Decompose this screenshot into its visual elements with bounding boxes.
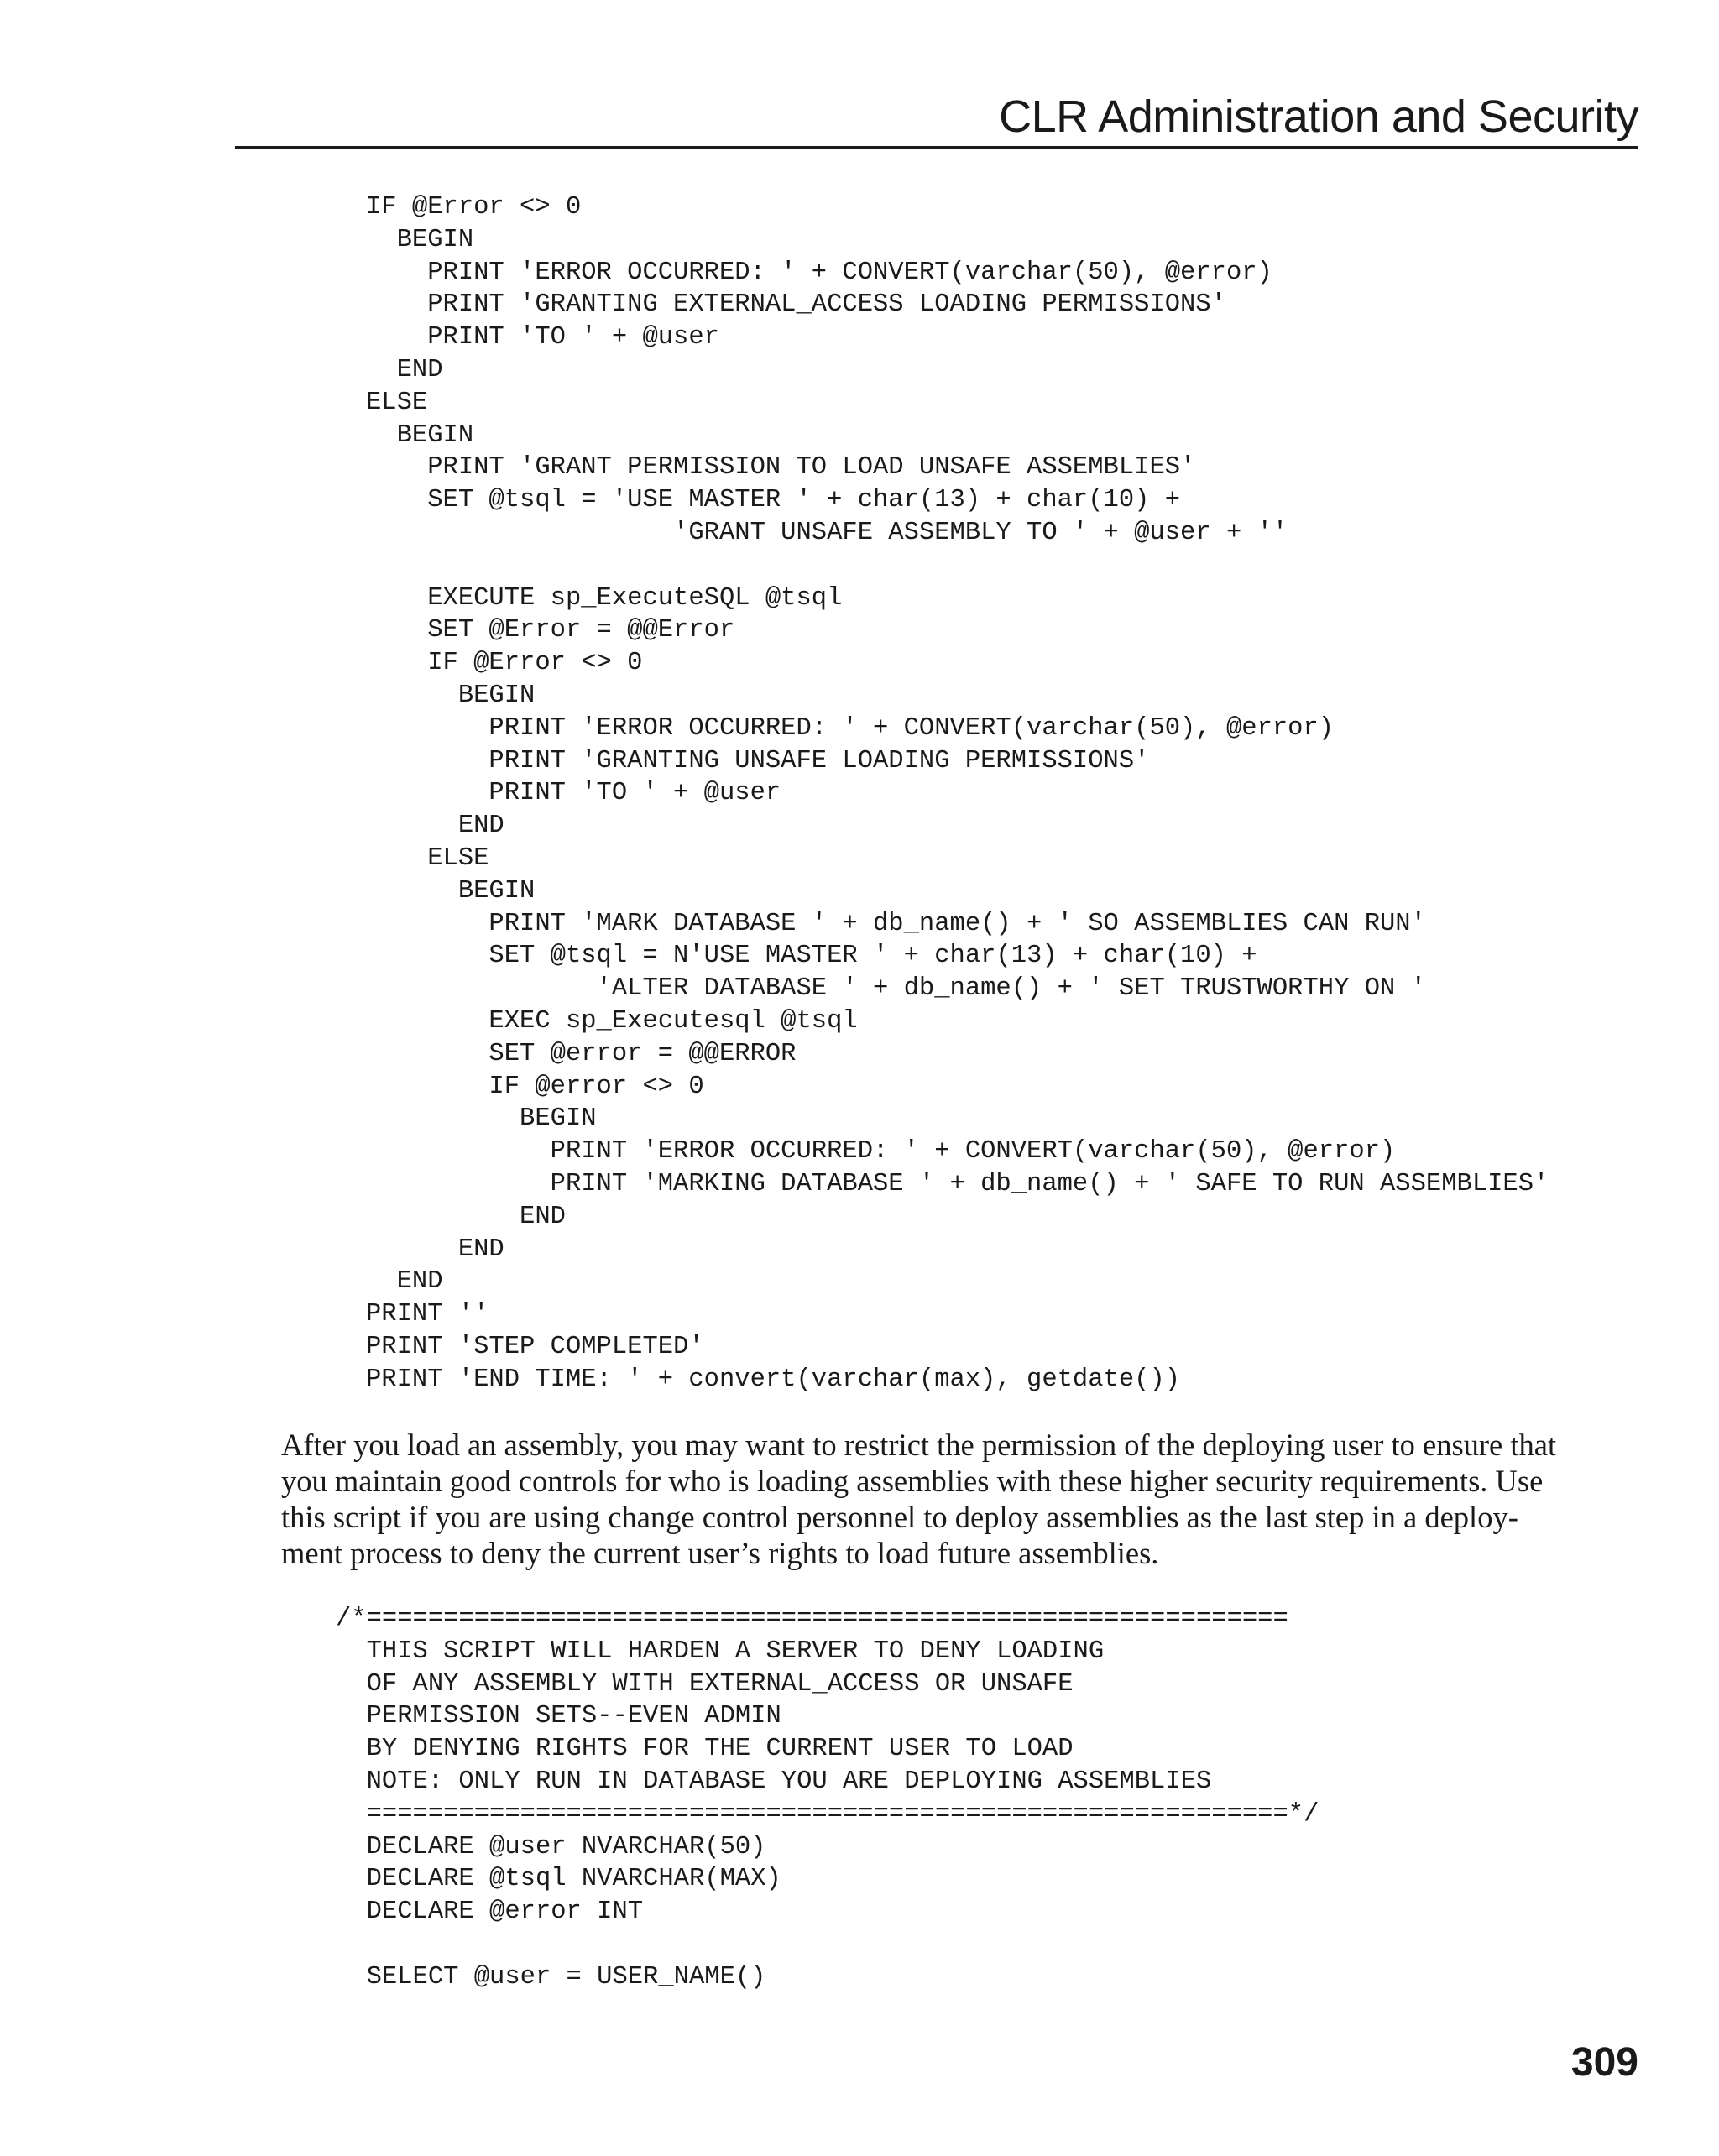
code-line: BEGIN	[366, 876, 536, 906]
code-line: DECLARE @tsql NVARCHAR(MAX)	[336, 1865, 781, 1894]
code-line: PRINT 'MARKING DATABASE ' + db_name() + ' SAFE TO RUN ASSEMBLIES'	[366, 1169, 1549, 1198]
code-line: PRINT 'TO ' + @user	[366, 779, 781, 808]
code-line: PRINT 'MARK DATABASE ' + db_name() + ' SO ASSEMBLIES CAN RUN'	[366, 909, 1426, 938]
code-line: SELECT @user = USER_NAME()	[336, 1962, 766, 1992]
paragraph-line: you maintain good controls for who is loading assemblies with these higher security requirements. Use	[281, 1464, 1544, 1498]
code-line: SET @tsql = N'USE MASTER ' + char(13) + char(10) +	[366, 942, 1257, 971]
paragraph-line: this script if you are using change control personnel to deploy assemblies as the last step in a deploy-	[281, 1500, 1518, 1534]
page-number: 309	[1570, 2040, 1638, 2085]
code-line: OF ANY ASSEMBLY WITH EXTERNAL_ACCESS OR UNSAFE	[336, 1669, 1074, 1699]
code-line: PRINT 'GRANT PERMISSION TO LOAD UNSAFE ASSEMBLIES'	[366, 453, 1196, 483]
code-listing-harden-server	[336, 1603, 1319, 1994]
code-line: PRINT 'GRANTING EXTERNAL_ACCESS LOADING PERMISSIONS'	[366, 290, 1226, 320]
code-line: IF @error <> 0	[366, 1072, 704, 1101]
code-line: BEGIN	[366, 420, 474, 450]
code-line: EXECUTE sp_ExecuteSQL @tsql	[366, 583, 843, 613]
code-line: BEGIN	[366, 1104, 597, 1134]
code-line: /*============================================================	[336, 1605, 1288, 1633]
code-line: ============================================================*/	[336, 1799, 1319, 1829]
paragraph-line: ment process to deny the current user’s rights to load future assemblies.	[281, 1536, 1159, 1570]
code-line: PRINT 'ERROR OCCURRED: ' + CONVERT(varchar(50), @error)	[366, 258, 1272, 287]
code-listing-permissions	[366, 191, 1549, 1396]
code-line: IF @Error <> 0	[366, 649, 643, 678]
code-line: BEGIN	[366, 681, 536, 710]
code-line: PERMISSION SETS--EVEN ADMIN	[336, 1702, 781, 1731]
code-line: DECLARE @user NVARCHAR(50)	[336, 1832, 766, 1861]
paragraph-line: After you load an assembly, you may want to restrict the permission of the deploying user to ensure that	[281, 1428, 1557, 1462]
code-line: EXEC sp_Executesql @tsql	[366, 1006, 858, 1036]
code-line: END	[366, 1202, 566, 1231]
code-line: 'ALTER DATABASE ' + db_name() + ' SET TRUSTWORTHY ON '	[366, 974, 1426, 1004]
code-line: DECLARE @error INT	[336, 1898, 644, 1927]
code-line: SET @tsql = 'USE MASTER ' + char(13) + char(10) +	[366, 486, 1181, 515]
code-line: SET @Error = @@Error	[366, 616, 735, 645]
code-line: END	[366, 355, 443, 384]
page-header	[235, 87, 1638, 149]
code-line: PRINT 'ERROR OCCURRED: ' + CONVERT(varchar(50), @error)	[366, 713, 1335, 743]
code-line: PRINT 'STEP COMPLETED'	[366, 1332, 704, 1361]
code-line: PRINT 'TO ' + @user	[366, 323, 719, 352]
code-line: BEGIN	[366, 225, 474, 254]
code-line: ELSE	[366, 843, 489, 873]
code-line: ELSE	[366, 388, 428, 417]
code-line: END	[366, 1235, 504, 1264]
code-line: SET @error = @@ERROR	[366, 1039, 797, 1068]
code-line: BY DENYING RIGHTS FOR THE CURRENT USER TO LOAD	[336, 1735, 1074, 1764]
code-line: PRINT 'END TIME: ' + convert(varchar(max), getdate())	[366, 1365, 1181, 1394]
code-line: PRINT 'GRANTING UNSAFE LOADING PERMISSIONS'	[366, 746, 1150, 775]
code-line	[336, 1929, 1319, 1961]
code-line	[366, 550, 1549, 582]
body-paragraph	[281, 1427, 1641, 1571]
code-line: THIS SCRIPT WILL HARDEN A SERVER TO DENY LOADING	[336, 1637, 1105, 1666]
code-line: END	[366, 812, 504, 841]
code-line: END	[366, 1267, 443, 1297]
code-line: IF @Error <> 0	[366, 193, 582, 222]
code-line: 'GRANT UNSAFE ASSEMBLY TO ' + @user + ''	[366, 518, 1288, 547]
running-header-title: CLR Administration and Security	[999, 91, 1638, 142]
code-line: PRINT ''	[366, 1300, 489, 1329]
code-line: PRINT 'ERROR OCCURRED: ' + CONVERT(varchar(50), @error)	[366, 1137, 1396, 1167]
code-line: NOTE: ONLY RUN IN DATABASE YOU ARE DEPLOYING ASSEMBLIES	[336, 1767, 1212, 1796]
